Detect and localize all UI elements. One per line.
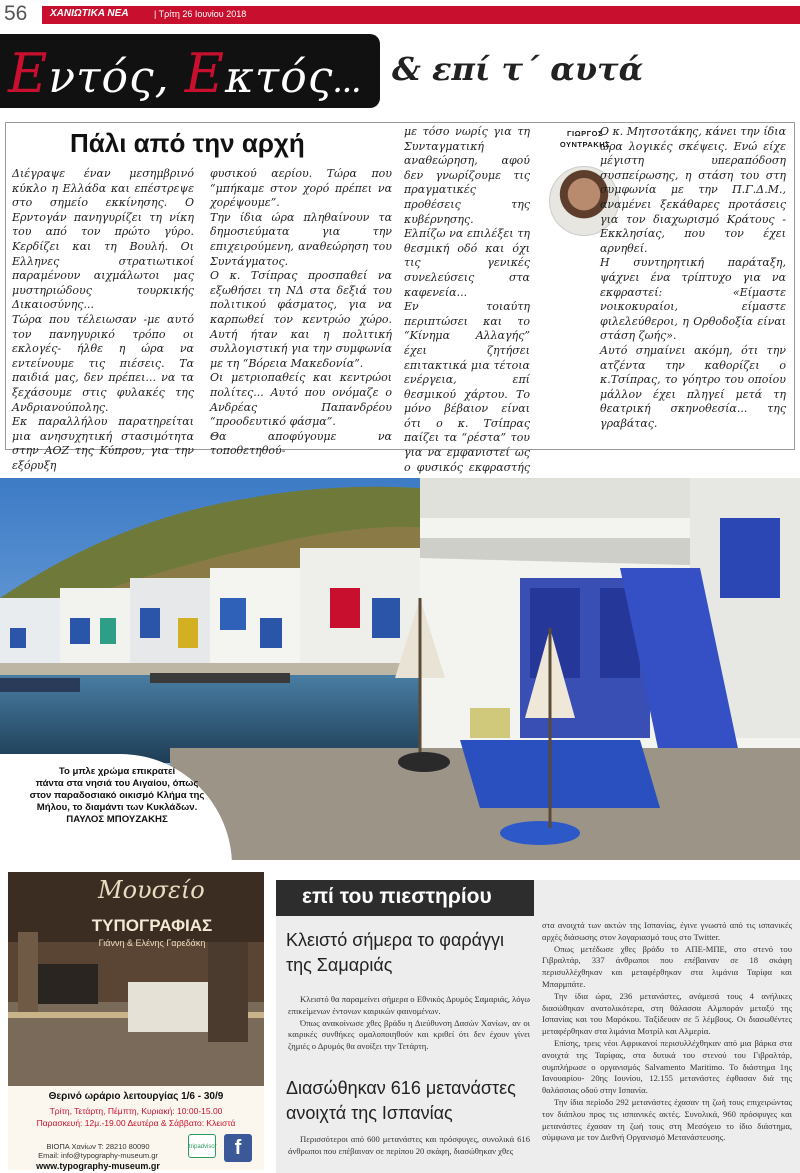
caption-line: Μήλου, το διαμάντι των Κυκλάδων. (36, 802, 198, 813)
banner-ellipsis: ... (333, 69, 362, 98)
publication-name: ΧΑΝΙΩΤΙΚΑ ΝΕΑ (50, 8, 129, 19)
issue-date: | Τρίτη 26 Ιουνίου 2018 (154, 9, 247, 19)
museum-logo: Μουσείο (98, 876, 205, 904)
paragraph: Εν τοιαύτη περιπτώσει και το “Κίνημα Αλλαγής” έχει ζητήσει επιτακτικά μια τέτοια ενέργεια, επί θεσμικού χάρτου. Το μόνο βέβαιον είναι ότι ο κ. Τσίπρας παίζει τα “ρέστα” του για να εμφανιστεί ως ο φυσικός εκφραστής (404, 300, 530, 474)
paragraph: Περισσότεροι από 600 μετανάστες και πρόσφυγες, συνολικά 616 άνθρωποι που επέβαιναν σε περίπου 20 σκάφη, διασώθηκαν χθες (288, 1134, 530, 1156)
news-body-1 (288, 994, 530, 1064)
news-body-2 (288, 1134, 530, 1172)
header-bar (42, 6, 800, 24)
article-column-1 (12, 167, 194, 472)
banner-title (8, 42, 361, 105)
paragraph: Κλειστό θα παραμείνει σήμερα ο Εθνικός Δρυμός Σαμαριάς, λόγω επικείμενων έντονων καιρικών φαινομένων. (288, 994, 530, 1016)
banner-tail: & επί τ΄ αυτά (392, 50, 644, 88)
paragraph: Αυτό σημαίνει ακόμη, ότι την ατζέντα την καθορίζει ο κ.Τσίπρας, το γόητρο του οποίου μάλλον έχει πληγεί μετά τη θεατρική σκηνοθεσία... της γραβάτας. (600, 343, 786, 430)
banner-initial-2: Ε (184, 42, 226, 105)
paragraph: Ο κ. Τσίπρας προσπαθεί να εξωθήσει τη ΝΔ στα δεξιά του πολιτικού φάσματος, για να καρπωθεί τον κεντρώο χώρο. Αυτή ήταν και η πολιτική συλλογιστική για την συμφωνία με τη “Βόρεια Μακεδονία”. (210, 269, 392, 370)
facebook-icon[interactable]: f (224, 1134, 252, 1162)
paragraph: Θα αποφύγουμε να τοποθετηθού- (210, 429, 392, 458)
paragraph: Η συντηρητική παράταξη, ψάχνει ένα τρίπτυχο για να εκφραστεί: «Είμαστε νοικοκυραίοι, είμαστε φιλελεύθεροι, η Ορθοδοξία είναι στάση ζωής». (600, 256, 786, 343)
page-header (0, 0, 800, 27)
banner-initial-1: Ε (8, 42, 49, 105)
section-title: επί του πιεστηρίου (302, 885, 492, 908)
banner-word-2: κτός (225, 52, 334, 103)
caption-line: Το μπλε χρώμα επικρατεί (58, 766, 176, 777)
tripadvisor-icon[interactable]: tripadvisor (188, 1134, 216, 1158)
author-first-name: ΓΙΩΡΓΟΣ (567, 129, 603, 138)
caption-text (22, 766, 212, 826)
hours-title: Θερινό ωράριο λειτουργίας 1/6 - 30/9 (48, 1091, 224, 1102)
article-headline: Πάλι από την αρχή (70, 128, 305, 158)
paragraph: Ελπίζω να επιλέξει τη θεσμική οδό και όχι τις γενικές συνελεύσεις στα καφενεία... (404, 227, 530, 299)
hours-days-1: Τρίτη, Τετάρτη, Πέμπτη, Κυριακή: 10:00-15.00 (49, 1106, 223, 1116)
museum-subtitle: Γιάννη & Ελένης Γαρεδάκη (98, 938, 206, 948)
photo-credit: ΠΑΥΛΟΣ ΜΠΟΥΖΑΚΗΣ (66, 814, 168, 825)
paragraph: Επίσης, τρεις νέοι Αφρικανοί περισυλλέχθηκαν από μια βάρκα στα ανοιχτά της Ταρίφας, στα δυτικά του στενού του Γιβραλτάρ, συμπλήρωσε ο οργανισμός Salvamento Maritimo. Το διάστημα 1ης Ιανουαρίου- 20ης Ιουνίου, 12.155 μετανάστες έφθασαν διά της θαλάσσιας οδού στην Ισπανία. (542, 1037, 792, 1096)
museum-website[interactable]: www.typography-museum.gr (36, 1161, 160, 1171)
paragraph: Οπως μετέδωσε χθες βράδυ το ΑΠΕ-ΜΠΕ, στο στενό του Γιβραλτάρ, 337 άνθρωποι που επέβαιναν σε 18 σκάφη περισυλλέχθηκαν και μεταφέρθηκαν στα λιμάνια Ταρίφα και Μπαρμπάτε. (542, 943, 792, 989)
caption-line: πάντα στα νησιά του Αιγαίου, όπως (35, 778, 199, 789)
paragraph: Τώρα που τέλειωσαν -με αυτό τον πανηγυρικό τρόπο οι εκλογές- ήλθε η ώρα να εντείνουμε τις πιέσεις. Τα παιδιά μας, δεν πρέπει... να τα ξεχάσουμε στις φυλακές της Ανδριανούπολης. (12, 312, 194, 414)
author-last-name: ΟΥΝΤΡΑΚΗΣ (559, 140, 611, 149)
paragraph: με τόσο νωρίς για τη Συνταγματική αναθεώρηση, αφού δεν γνωρίζουμε τις πραγματικές προθέσεις της κυβέρνησης. (404, 125, 530, 226)
page-number: 56 (4, 2, 28, 25)
museum-email: Email: info@typography-museum.gr (38, 1151, 158, 1160)
museum-title: ΤΥΠΟΓΡΑΦΙΑΣ (91, 916, 213, 935)
paragraph: στα ανοιχτά των ακτών της Ισπανίας, έγινε γνωστό από τις ισπανικές αρχές διάσωσης στον λογαριασμό τους στο Twitter. (542, 920, 792, 942)
hours-days-2: Παρασκευή: 12μ.-19.00 Δευτέρα & Σάββατο: Κλειστά (36, 1118, 236, 1128)
paragraph: Την ίδια περίοδο 292 μετανάστες έχασαν τη ζωή τους επιχειρώντας τον διάπλου προς τις ισπανικές ακτές. Συνολικά, 960 πρόσφυγες και μετανάστες έχασαν τη ζωή τους στη Μεσόγειο το ίδιο διάστημα, σύμφωνα με τον Διεθνή Οργανισμό Μετανάστευσης. (542, 1096, 792, 1143)
news-body-3 (542, 920, 792, 1172)
photo-caption (0, 754, 232, 866)
paragraph: Την ίδια ώρα, 236 μετανάστες, ανάμεσά τους 4 ανήλικες διασώθηκαν ανατολικότερα, στη θάλασσα Αλμποράν μεταξύ της Ισπανίας και του Μαρόκου. Ταξίδευαν σε 5 λέμβους. Οι διασωθέντες μεταφέρθηκαν στα λιμάνια Μοτρίλ και Αλμερία. (542, 990, 792, 1037)
article-column-2 (210, 167, 392, 458)
article-column-3 (404, 125, 530, 474)
museum-address: ΒΙΟΠΑ Χανίων Τ: 28210 80090 (46, 1142, 150, 1151)
paragraph: Όπως ανακοίνωσε χθες βράδυ η Διεύθυνση Δασών Χανίων, αν οι καιρικές συνθήκες ομαλοποιηθούν και κριθεί ότι δεν έχουν γίνει ζημιές ο Δρυμός θα ανοίξει την Τετάρτη. (288, 1017, 530, 1052)
paragraph: φυσικού αερίου. Τώρα που “μπήκαμε στον χορό πρέπει να χορέψουμε”. (210, 167, 392, 210)
paragraph: Οι μετριοπαθείς και κεντρώοι πολίτες... Αυτό που ονόμαζε ο Ανδρέας Παπανδρέου “προοδευτικό φάσμα”. (210, 371, 392, 429)
museum-advertisement (8, 872, 264, 1170)
banner-word-1: ντός, (48, 52, 185, 103)
news-headline-2: Διασώθηκαν 616 μετανάστες ανοιχτά της Ισπανίας (286, 1078, 516, 1123)
paragraph: Την ίδια ώρα πληθαίνουν τα δημοσιεύματα για την επιχειρούμενη, αναθεώρηση του Συντάγματος. (210, 210, 392, 268)
section-tag (276, 880, 534, 916)
column-banner (0, 34, 380, 108)
news-headline-1: Κλειστό σήμερα το φαράγγι της Σαμαριάς (286, 930, 505, 975)
paragraph: Ο κ. Μητσοτάκης, κάνει την ίδια ώρα λογικές σκέψεις. Ενώ είχε μέγιστη υπεραπόδοση συσπείρωσης, η στάση του στη συμφωνία με την Π.Γ.Δ.Μ., αναμένει ξεκάθαρες προτάσεις για τον διαχωρισμό Κράτους - Εκκλησίας, που τον έχει αρνηθεί. (600, 125, 786, 255)
press-news-box (276, 880, 800, 1173)
article-column-4 (600, 125, 786, 445)
caption-line: στον παραδοσιακό οικισμό Κλήμα της (29, 790, 205, 801)
paragraph: Εκ παραλλήλου παρατηρείται μια ανησυχητική στασιμότητα στην ΑΟΖ της Κύπρου, για την εξόρυξη (12, 415, 194, 472)
paragraph: Διέγραψε έναν μεσημβρινό κύκλο η Ελλάδα και επέστρεψε στο σημείο εκκίνησης. Ο Ερντογάν πανηγυρίζει τη νίκη του από τον πρώτο γύρο. Κερδίζει και τη Βουλή. Οι Ελληνες στρατιωτικοί παραμένουν αιχμάλωτοι μας μυστηριώδους τουρκικής Δικαιοσύνης... (12, 167, 194, 312)
